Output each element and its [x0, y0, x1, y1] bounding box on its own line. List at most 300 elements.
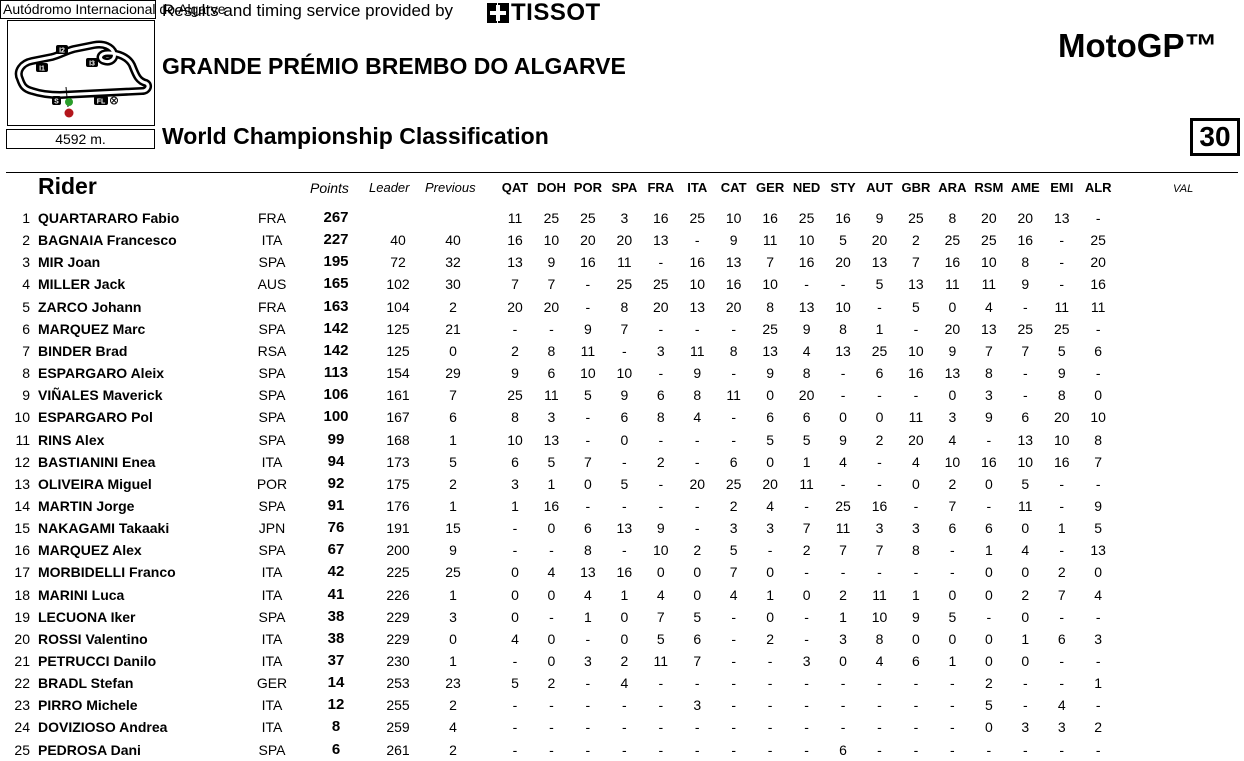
race-result: 2 [547, 675, 556, 692]
column-header-race: STY [830, 180, 856, 195]
race-result: 5 [620, 475, 629, 492]
race-result: 9 [1057, 365, 1066, 382]
gap-to-leader: 191 [386, 520, 410, 537]
table-row [0, 650, 1244, 672]
table-row [0, 628, 1244, 650]
race-result: - [1095, 653, 1101, 669]
rider-points: 92 [327, 474, 345, 492]
column-header-previous: Previous [425, 180, 476, 195]
race-result: - [804, 719, 809, 736]
column-header-race: RSM [974, 180, 1004, 195]
race-result: 11 [617, 254, 632, 271]
race-result: - [622, 542, 627, 559]
rider-position: 17 [14, 564, 30, 581]
race-result: 0 [766, 608, 775, 625]
race-result: 9 [620, 387, 629, 404]
race-result: 13 [835, 342, 851, 359]
gap-to-leader: 229 [386, 630, 410, 647]
race-result: 4 [693, 409, 702, 426]
race-result: 4 [656, 586, 665, 603]
track-map [7, 20, 155, 126]
race-result: 2 [1021, 586, 1030, 603]
column-header-race: AUT [866, 180, 893, 195]
race-result: - [694, 741, 700, 758]
rider-nation: ITA [261, 630, 283, 647]
column-header-rider: Rider [38, 173, 97, 199]
svg-text:I2: I2 [59, 47, 65, 55]
rider-points: 106 [323, 386, 349, 404]
rider-points: 12 [327, 696, 345, 714]
race-result: 5 [656, 630, 665, 647]
race-result: 0 [948, 630, 957, 647]
rider-position: 10 [14, 409, 30, 426]
race-result: 1 [547, 475, 556, 492]
table-row [0, 473, 1244, 495]
race-result: 6 [729, 453, 738, 470]
race-result: 13 [981, 320, 997, 337]
table-row [0, 561, 1244, 583]
race-result: 13 [762, 342, 778, 359]
race-result: 9 [1094, 497, 1103, 514]
gap-to-leader: 226 [386, 586, 410, 603]
race-result: - [585, 741, 591, 758]
race-result: 2 [1094, 719, 1103, 736]
race-result: - [622, 697, 627, 714]
gap-to-previous: 7 [449, 387, 457, 404]
race-result: - [877, 741, 882, 758]
race-result: 0 [1021, 564, 1030, 581]
rider-name: QUARTARARO Fabio [38, 210, 180, 226]
rider-position: 25 [14, 741, 30, 758]
rider-nation: ITA [261, 719, 283, 736]
rider-name: MARINI Luca [38, 586, 125, 603]
race-result: 4 [1057, 697, 1066, 714]
race-result: 2 [656, 453, 665, 470]
table-row [0, 716, 1244, 738]
race-result: - [1095, 320, 1101, 337]
race-result: 5 [583, 387, 592, 404]
rider-nation: ITA [261, 697, 283, 714]
race-result: - [512, 741, 518, 758]
rider-nation: POR [256, 475, 288, 492]
race-result: 8 [912, 542, 920, 559]
race-result: 2 [912, 232, 920, 249]
race-result: 5 [948, 608, 957, 625]
race-result: - [658, 475, 664, 492]
race-result: - [549, 542, 554, 559]
race-result: 7 [875, 542, 884, 559]
gap-to-previous: 2 [449, 298, 457, 315]
race-result: - [1095, 608, 1101, 625]
race-result: - [767, 719, 773, 736]
race-result: 20 [653, 298, 669, 315]
rider-name: LECUONA Iker [38, 608, 136, 625]
rider-position: 14 [14, 497, 30, 514]
race-result: - [1022, 298, 1028, 315]
race-result: 7 [583, 453, 592, 470]
race-result: 4 [620, 675, 629, 692]
race-result: - [622, 342, 627, 359]
race-result: 11 [1090, 298, 1106, 315]
race-result: 11 [872, 586, 887, 603]
race-result: - [950, 741, 955, 758]
race-result: 3 [1094, 630, 1103, 647]
race-result: 6 [547, 365, 556, 382]
race-result: 6 [1094, 342, 1103, 359]
rider-points: 113 [323, 364, 349, 382]
race-result: 8 [875, 630, 884, 647]
race-result: 6 [620, 409, 629, 426]
tissot-brand: TISSOT [511, 0, 601, 26]
race-result: 2 [802, 542, 811, 559]
rider-nation: RSA [257, 342, 287, 359]
race-result: 9 [511, 365, 519, 382]
race-result: - [658, 697, 664, 714]
race-result: - [1022, 741, 1028, 758]
race-result: 0 [620, 431, 629, 448]
race-result: - [585, 630, 591, 647]
race-result: 1 [802, 453, 811, 470]
gap-to-leader: 253 [386, 675, 410, 692]
race-result: - [694, 719, 700, 736]
race-result: 9 [912, 608, 920, 625]
race-result: 0 [620, 630, 629, 647]
rider-name: PETRUCCI Danilo [38, 653, 157, 669]
race-result: 16 [580, 254, 596, 271]
gap-to-previous: 1 [449, 653, 457, 669]
race-result: 8 [766, 298, 775, 315]
gap-to-previous: 1 [449, 586, 457, 603]
race-result: 4 [583, 586, 592, 603]
race-result: 13 [908, 276, 924, 293]
race-result: 11 [507, 210, 523, 226]
race-result: - [549, 320, 554, 337]
rider-name: MARQUEZ Marc [38, 320, 146, 337]
race-result: - [877, 298, 882, 315]
event-title: GRANDE PRÉMIO BREMBO DO ALGARVE [162, 53, 626, 79]
gap-to-previous: 21 [445, 320, 461, 337]
rider-points: 91 [327, 496, 345, 514]
race-result: 6 [839, 741, 847, 758]
race-result: - [512, 653, 518, 669]
race-result: 8 [693, 387, 702, 404]
gap-to-leader: 200 [386, 542, 410, 559]
race-result: 5 [984, 697, 993, 714]
race-result: 10 [871, 608, 888, 625]
gap-to-leader: 168 [386, 431, 410, 448]
race-result: - [585, 497, 591, 514]
race-result: 10 [543, 232, 560, 249]
race-result: 20 [835, 254, 851, 271]
race-result: 16 [835, 210, 851, 226]
race-result: 5 [802, 431, 811, 448]
rider-name: ESPARGARO Aleix [38, 365, 165, 382]
race-result: - [731, 719, 737, 736]
race-result: 16 [1053, 453, 1070, 470]
race-result: 8 [583, 542, 592, 559]
race-result: 7 [620, 320, 629, 337]
race-result: 8 [839, 320, 847, 337]
gap-to-previous: 32 [445, 254, 461, 271]
column-header-val: VAL [1173, 183, 1194, 195]
table-row [0, 451, 1244, 473]
race-result: - [913, 675, 919, 692]
race-result: 8 [802, 365, 811, 382]
race-result: - [622, 719, 627, 736]
rider-position: 1 [22, 210, 30, 226]
race-result: - [1059, 497, 1065, 514]
race-result: 5 [729, 542, 738, 559]
rider-points: 37 [327, 652, 345, 669]
rider-nation: SPA [258, 387, 286, 404]
gap-to-leader: 104 [386, 298, 410, 315]
race-result: - [804, 697, 809, 714]
gap-to-leader: 255 [386, 697, 410, 714]
race-result: 0 [547, 586, 556, 603]
race-result: 1 [1021, 630, 1030, 647]
race-result: 11 [580, 342, 596, 359]
race-result: - [1059, 232, 1065, 249]
table-row [0, 539, 1244, 561]
rider-position: 13 [14, 475, 30, 492]
race-result: 20 [1090, 254, 1106, 271]
header-divider [6, 172, 1238, 173]
race-result: - [1059, 741, 1065, 758]
race-result: 2 [511, 342, 519, 359]
race-result: 0 [693, 564, 702, 581]
race-result: 0 [547, 653, 556, 669]
race-result: - [1022, 365, 1028, 382]
race-result: 6 [1057, 630, 1066, 647]
gap-to-leader: 161 [386, 387, 410, 404]
race-result: - [1022, 697, 1028, 714]
race-result: 4 [839, 453, 847, 470]
race-result: 0 [984, 719, 993, 736]
column-header-race: NED [792, 180, 821, 195]
race-result: - [731, 365, 737, 382]
race-result: - [585, 719, 591, 736]
gap-to-previous: 15 [445, 520, 461, 537]
gap-to-previous: 1 [449, 431, 457, 448]
column-header-race: QAT [501, 180, 529, 195]
race-result: 11 [653, 653, 669, 669]
race-result: 4 [1094, 586, 1103, 603]
race-result: 8 [948, 210, 957, 226]
race-result: 16 [507, 232, 523, 249]
race-result: 3 [511, 475, 519, 492]
race-result: 9 [583, 320, 592, 337]
rider-points: 142 [323, 319, 349, 337]
race-result: 25 [908, 210, 924, 226]
race-result: - [950, 697, 955, 714]
race-result: - [840, 276, 846, 293]
race-result: 13 [507, 254, 523, 271]
race-result: - [1059, 608, 1065, 625]
race-result: - [877, 387, 882, 404]
race-result: 1 [583, 608, 592, 625]
rider-position: 20 [14, 630, 30, 647]
rider-points: 38 [327, 607, 345, 625]
race-result: - [767, 653, 773, 669]
race-result: 20 [580, 232, 596, 249]
race-result: - [512, 320, 518, 337]
column-header-race: SPA [611, 180, 638, 195]
race-result: 2 [984, 675, 993, 692]
race-result: 8 [620, 298, 629, 315]
race-result: - [585, 675, 591, 692]
column-header-race: POR [573, 180, 602, 195]
race-result: 10 [653, 542, 669, 559]
race-result: 10 [908, 342, 924, 359]
race-result: 9 [729, 232, 738, 249]
race-result: 9 [948, 342, 957, 359]
rider-points: 195 [323, 253, 349, 271]
race-result: - [658, 675, 664, 692]
race-result: 16 [981, 453, 997, 470]
race-result: 0 [583, 475, 592, 492]
gap-to-leader: 40 [390, 232, 406, 249]
race-result: - [1022, 387, 1028, 404]
race-result: 2 [839, 586, 847, 603]
race-result: 6 [1021, 409, 1030, 426]
rider-nation: SPA [258, 542, 286, 559]
race-result: 13 [1017, 431, 1034, 448]
race-result: 3 [839, 630, 847, 647]
race-result: 11 [799, 475, 814, 492]
rider-name: VIÑALES Maverick [38, 387, 163, 404]
rider-name: BRADL Stefan [38, 675, 134, 692]
race-result: 25 [981, 232, 997, 249]
race-result: - [913, 497, 919, 514]
race-result: 0 [948, 586, 957, 603]
race-result: 0 [912, 630, 920, 647]
rider-points: 163 [323, 297, 349, 315]
rider-points: 67 [327, 541, 345, 559]
rider-name: MARTIN Jorge [38, 497, 135, 514]
race-result: 16 [725, 276, 742, 293]
rider-name: MARQUEZ Alex [38, 542, 142, 559]
gap-to-previous: 6 [449, 409, 457, 426]
race-result: - [804, 675, 809, 692]
race-result: 0 [912, 475, 920, 492]
race-result: 25 [689, 210, 706, 226]
race-result: 3 [948, 409, 957, 426]
race-result: 1 [1094, 675, 1103, 692]
rider-name: DOVIZIOSO Andrea [38, 719, 168, 736]
gap-to-previous: 25 [445, 564, 461, 581]
race-result: 13 [871, 254, 888, 271]
race-result: 3 [1057, 719, 1066, 736]
rider-nation: SPA [258, 741, 286, 758]
rider-position: 8 [22, 365, 30, 382]
column-header-race: AME [1010, 180, 1040, 195]
gap-to-leader: 125 [386, 320, 410, 337]
race-result: 2 [693, 542, 702, 559]
race-result: - [877, 675, 882, 692]
race-result: 20 [616, 232, 633, 249]
table-row [0, 207, 1244, 229]
race-result: 0 [1021, 608, 1030, 625]
rider-name: NAKAGAMI Takaaki [38, 520, 170, 537]
race-result: 9 [693, 365, 702, 382]
race-result: 3 [766, 520, 775, 537]
race-result: 25 [762, 320, 778, 337]
race-result: 20 [944, 320, 961, 337]
race-result: 4 [547, 564, 556, 581]
race-result: - [950, 564, 955, 581]
race-result: - [658, 320, 664, 337]
race-result: - [767, 675, 773, 692]
race-result: 1 [912, 586, 920, 603]
race-result: 6 [948, 520, 957, 537]
race-result: 20 [908, 431, 924, 448]
race-result: 25 [835, 497, 851, 514]
race-result: - [658, 431, 664, 448]
race-result: 10 [762, 276, 778, 293]
race-result: 11 [908, 409, 924, 426]
race-result: - [512, 697, 518, 714]
race-result: 13 [1090, 542, 1106, 559]
race-result: 13 [1053, 210, 1070, 226]
race-result: 25 [580, 210, 596, 226]
table-row [0, 672, 1244, 694]
race-result: - [877, 697, 882, 714]
rider-points: 42 [327, 563, 345, 581]
race-result: - [840, 475, 846, 492]
rider-name: RINS Alex [38, 431, 105, 448]
race-result: 7 [912, 254, 920, 271]
rider-name: BAGNAIA Francesco [38, 232, 177, 249]
race-result: 20 [798, 387, 815, 404]
gap-to-leader: 225 [386, 564, 410, 581]
table-row [0, 273, 1244, 295]
rider-position: 16 [14, 542, 30, 559]
race-result: 4 [1021, 542, 1030, 559]
gap-to-previous: 40 [445, 232, 461, 249]
gap-to-leader: 261 [386, 741, 410, 758]
rider-name: PIRRO Michele [38, 697, 138, 714]
race-result: 10 [944, 453, 961, 470]
column-header-race: CAT [720, 180, 747, 195]
gap-to-previous: 23 [445, 675, 461, 692]
race-result: 5 [511, 675, 519, 692]
race-result: - [512, 719, 518, 736]
race-result: - [804, 630, 809, 647]
column-header-race: EMI [1050, 180, 1074, 195]
race-result: 25 [507, 387, 523, 404]
race-result: - [950, 719, 955, 736]
rider-position: 21 [14, 653, 30, 669]
race-result: - [804, 497, 809, 514]
race-result: 25 [725, 475, 742, 492]
race-result: - [1059, 276, 1065, 293]
race-result: 7 [1021, 342, 1030, 359]
race-result: 3 [1021, 719, 1030, 736]
gap-to-previous: 9 [449, 542, 457, 559]
race-result: 10 [1053, 431, 1070, 448]
rider-nation: ITA [261, 564, 283, 581]
race-result: - [804, 608, 809, 625]
table-row [0, 606, 1244, 628]
table-row [0, 584, 1244, 606]
gap-to-previous: 29 [445, 365, 461, 382]
svg-text:FL: FL [96, 98, 106, 106]
race-result: 1 [984, 542, 993, 559]
column-header-race: ARA [938, 180, 967, 195]
race-result: - [840, 719, 846, 736]
rider-points: 6 [331, 740, 341, 758]
race-result: 4 [511, 630, 519, 647]
